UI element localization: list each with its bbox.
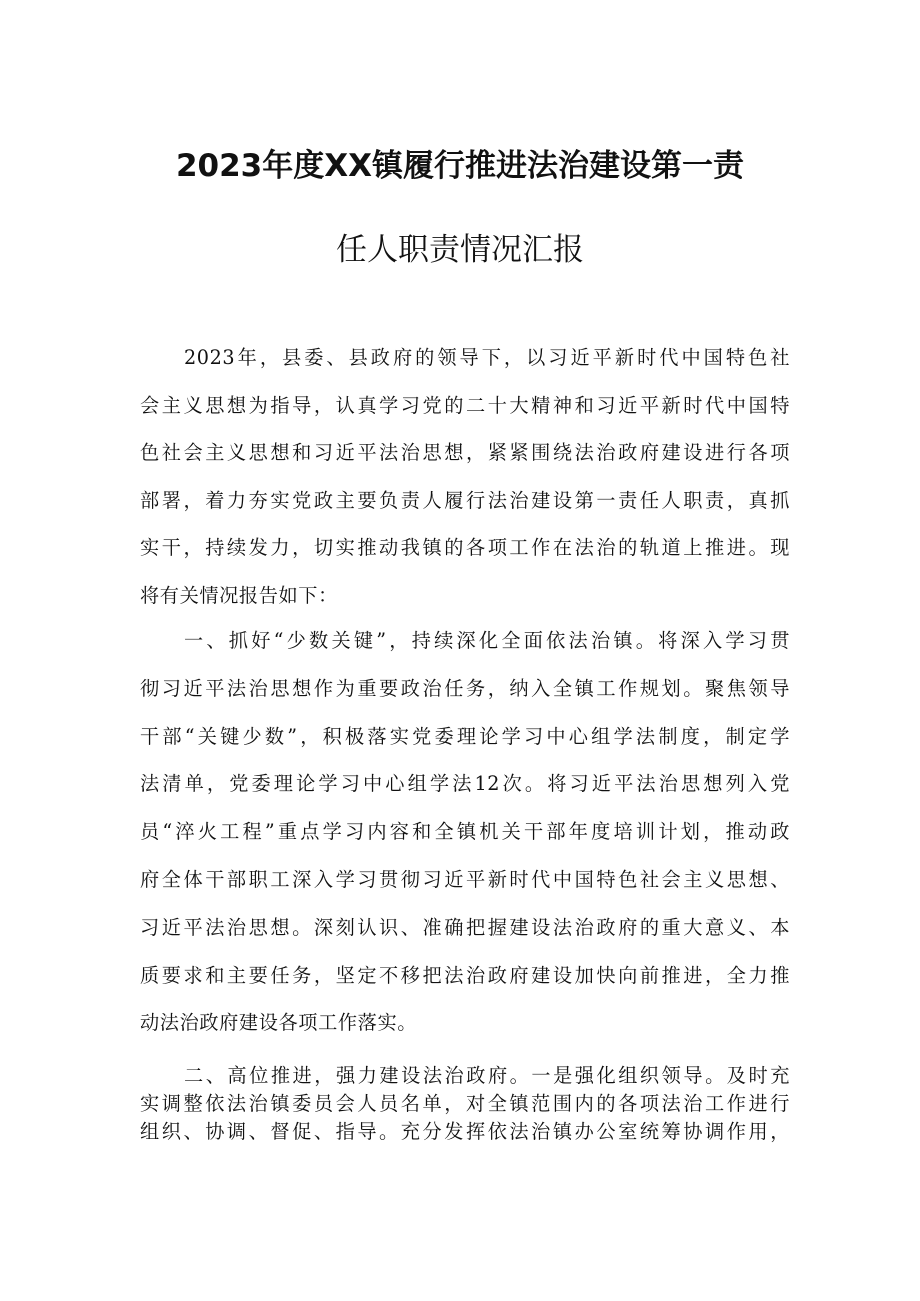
paragraph-line: 一、抓好“少数关键”，持续深化全面依法治镇。将深入学习贯 (184, 629, 790, 652)
paragraph-line: 实调整依法治镇委员会人员名单，对全镇范围内的各项法治工作进行 (140, 1092, 790, 1115)
paragraph-section-one (140, 617, 790, 1047)
paragraph-line: 员“淬火工程”重点学习内容和全镇机关干部年度培训计划，推动政 (140, 820, 790, 844)
paragraph-line: 2023年，县委、县政府的领导下，以习近平新时代中国特色社 (184, 346, 790, 369)
paragraph-line: 习近平法治思想。深刻认识、准确把握建设法治政府的重大意义、本 (140, 915, 790, 939)
paragraph-line: 色社会主义思想和习近平法治思想，紧紧围绕法治政府建设进行各项 (140, 441, 790, 464)
paragraph-line: 部署，着力夯实党政主要负责人履行法治建设第一责任人职责，真抓 (140, 488, 790, 512)
document-title-line-2: 任人职责情况汇报 (336, 232, 584, 268)
paragraph-line: 会主义思想为指导，认真学习党的二十大精神和习近平新时代中国特 (140, 393, 790, 417)
paragraph-line: 组织、协调、督促、指导。充分发挥依法治镇办公室统筹协调作用， (140, 1120, 790, 1143)
paragraph-line: 彻习近平法治思想作为重要政治任务，纳入全镇工作规划。聚焦领导 (140, 676, 790, 700)
paragraph-line: 质要求和主要任务，坚定不移把法治政府建设加快向前推进，全力推 (140, 963, 790, 987)
paragraph-line: 将有关情况报告如下： (140, 583, 338, 607)
paragraph-line: 干部“关键少数”，积极落实党委理论学习中心组学法制度，制定学 (140, 724, 790, 748)
paragraph-line: 二、高位推进，强力建设法治政府。一是强化组织领导。及时充 (184, 1064, 790, 1087)
paragraph-introduction (140, 334, 790, 619)
paragraph-line: 法清单，党委理论学习中心组学法12次。将习近平法治思想列入党 (140, 772, 790, 796)
paragraph-line: 动法治政府建设各项工作落实。 (140, 1011, 418, 1035)
paragraph-line: 府全体干部职工深入学习贯彻习近平新时代中国特色社会主义思想、 (140, 867, 790, 891)
document-title-line-1: 2023年度XX镇履行推进法治建设第一责 (175, 148, 745, 184)
paragraph-section-two (140, 1062, 790, 1146)
paragraph-line: 实干，持续发力，切实推动我镇的各项工作在法治的轨道上推进。现 (140, 536, 790, 559)
